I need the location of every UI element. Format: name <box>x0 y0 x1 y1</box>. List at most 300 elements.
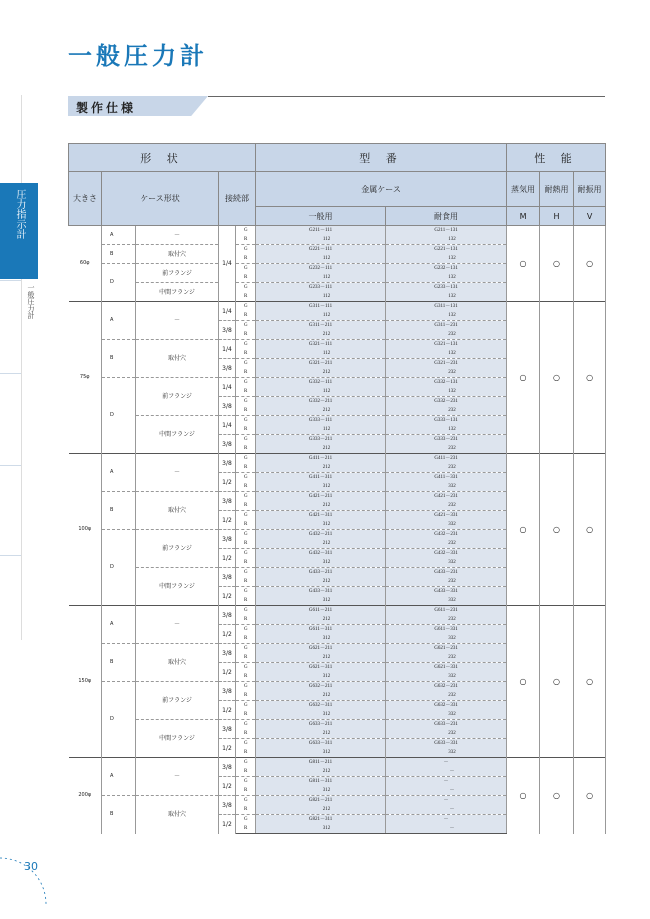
case-shape-name: 前フランジ <box>136 530 219 568</box>
model-general: G332－111 <box>256 378 386 388</box>
page-arc-decoration <box>0 848 60 919</box>
model-general: 112 <box>256 235 386 245</box>
connection-cell: 3/8 <box>219 644 236 663</box>
model-corrosion: 232 <box>386 444 507 454</box>
model-corrosion: 132 <box>386 254 507 264</box>
model-corrosion: G333－131 <box>386 416 507 426</box>
thread-type: R <box>236 444 256 454</box>
thread-type: G <box>236 226 256 236</box>
model-corrosion: G421－231 <box>386 492 507 502</box>
group-header-shape: 形 状 <box>69 144 256 172</box>
thread-type: G <box>236 568 256 578</box>
case-letter: B <box>102 492 136 530</box>
vibration-mark: ○ <box>574 606 606 758</box>
model-general: G333－111 <box>256 416 386 426</box>
connection-cell: 1/2 <box>219 473 236 492</box>
thread-type: R <box>236 748 256 758</box>
col-header-connection: 接続部 <box>219 172 256 226</box>
model-corrosion: G632－231 <box>386 682 507 692</box>
thread-type: G <box>236 359 256 369</box>
model-corrosion: 332 <box>386 558 507 568</box>
heat-mark: ○ <box>540 606 574 758</box>
thread-type: R <box>236 292 256 302</box>
table-row <box>69 758 606 768</box>
model-general: 112 <box>256 349 386 359</box>
model-general: G333－211 <box>256 435 386 445</box>
thread-type: R <box>236 672 256 682</box>
thread-type: G <box>236 720 256 730</box>
thread-type: G <box>236 435 256 445</box>
model-corrosion: － <box>386 777 507 787</box>
thread-type: R <box>236 368 256 378</box>
connection-cell: 3/8 <box>219 720 236 739</box>
model-corrosion: 232 <box>386 330 507 340</box>
index-tab-label: 圧力指示計 <box>14 189 25 239</box>
thread-type: G <box>236 511 256 521</box>
model-general: 312 <box>256 634 386 644</box>
case-shape-name: 中間フランジ <box>136 283 219 302</box>
model-general: G311－111 <box>256 302 386 312</box>
model-corrosion: G632－331 <box>386 701 507 711</box>
model-corrosion: 332 <box>386 520 507 530</box>
model-general: 312 <box>256 672 386 682</box>
model-general: 212 <box>256 539 386 549</box>
model-general: 112 <box>256 311 386 321</box>
model-corrosion: 232 <box>386 577 507 587</box>
case-shape-name: 前フランジ <box>136 264 219 283</box>
connection-cell: 1/2 <box>219 587 236 606</box>
model-general: G621－211 <box>256 644 386 654</box>
model-corrosion: G411－331 <box>386 473 507 483</box>
model-corrosion: 132 <box>386 235 507 245</box>
model-general: G632－211 <box>256 682 386 692</box>
connection-cell: 3/8 <box>219 568 236 587</box>
size-cell: 150φ <box>69 606 102 758</box>
connection-cell: 3/8 <box>219 530 236 549</box>
model-corrosion: G411－231 <box>386 454 507 464</box>
thread-type: G <box>236 701 256 711</box>
case-shape-name: 中間フランジ <box>136 720 219 758</box>
case-letter: D <box>102 682 136 758</box>
model-general: G633－311 <box>256 739 386 749</box>
vibration-mark: ○ <box>574 302 606 454</box>
model-corrosion: 132 <box>386 273 507 283</box>
col-header-h: H <box>540 207 574 226</box>
page-number: 30 <box>24 860 38 873</box>
table-row <box>69 226 606 236</box>
model-corrosion: － <box>386 758 507 768</box>
thread-type: G <box>236 340 256 350</box>
spec-table <box>68 143 606 834</box>
model-general: G433－211 <box>256 568 386 578</box>
case-letter: D <box>102 264 136 302</box>
connection-cell: 3/8 <box>219 492 236 511</box>
model-general: G411－311 <box>256 473 386 483</box>
case-letter: A <box>102 226 136 245</box>
connection-cell: 3/8 <box>219 454 236 473</box>
thread-type: G <box>236 321 256 331</box>
index-divider <box>0 465 21 466</box>
thread-type: R <box>236 653 256 663</box>
model-corrosion: － <box>386 815 507 825</box>
thread-type: G <box>236 283 256 293</box>
model-corrosion: 232 <box>386 406 507 416</box>
model-corrosion: － <box>386 767 507 777</box>
col-header-heat: 耐熱用 <box>540 172 574 207</box>
model-corrosion: G432－331 <box>386 549 507 559</box>
heat-mark: ○ <box>540 454 574 606</box>
thread-type: G <box>236 492 256 502</box>
thread-type: G <box>236 473 256 483</box>
model-general: 112 <box>256 254 386 264</box>
thread-type: R <box>236 330 256 340</box>
model-general: G611－211 <box>256 606 386 616</box>
case-shape-name: 取付穴 <box>136 644 219 682</box>
model-general: 212 <box>256 653 386 663</box>
model-general: 212 <box>256 615 386 625</box>
case-shape-name: 中間フランジ <box>136 416 219 454</box>
thread-type: G <box>236 587 256 597</box>
model-general: 312 <box>256 596 386 606</box>
case-shape-name: 前フランジ <box>136 378 219 416</box>
connection-cell: 3/8 <box>219 682 236 701</box>
model-general: 212 <box>256 805 386 815</box>
thread-type: R <box>236 634 256 644</box>
case-shape-name: － <box>136 454 219 492</box>
model-general: G233－111 <box>256 283 386 293</box>
connection-cell: 3/8 <box>219 321 236 340</box>
model-corrosion: 232 <box>386 691 507 701</box>
thread-type: G <box>236 663 256 673</box>
connection-cell: 1/2 <box>219 549 236 568</box>
steam-mark: ○ <box>507 302 540 454</box>
steam-mark: ○ <box>507 454 540 606</box>
table-row <box>69 454 606 464</box>
model-general: 212 <box>256 368 386 378</box>
model-general: G321－111 <box>256 340 386 350</box>
model-corrosion: G333－231 <box>386 435 507 445</box>
model-general: G433－311 <box>256 587 386 597</box>
model-corrosion: G621－231 <box>386 644 507 654</box>
thread-type: G <box>236 796 256 806</box>
model-corrosion: G321－231 <box>386 359 507 369</box>
connection-cell: 1/2 <box>219 663 236 682</box>
col-header-metal-case: 金属ケース <box>256 172 507 207</box>
thread-type: G <box>236 378 256 388</box>
index-tab-sub[interactable]: 一般圧力計 <box>27 284 35 319</box>
case-shape-name: 中間フランジ <box>136 568 219 606</box>
thread-type: G <box>236 302 256 312</box>
case-letter: B <box>102 245 136 264</box>
connection-cell: 3/8 <box>219 758 236 777</box>
model-general: G611－311 <box>256 625 386 635</box>
thread-type: G <box>236 644 256 654</box>
model-general: 312 <box>256 520 386 530</box>
thread-type: G <box>236 530 256 540</box>
steam-mark: ○ <box>507 226 540 302</box>
thread-type: G <box>236 758 256 768</box>
model-corrosion: G611－331 <box>386 625 507 635</box>
model-general: 212 <box>256 767 386 777</box>
model-corrosion: 232 <box>386 539 507 549</box>
model-general: G421－311 <box>256 511 386 521</box>
thread-type: R <box>236 558 256 568</box>
connection-cell: 1/4 <box>219 340 236 359</box>
thread-type: G <box>236 682 256 692</box>
steam-mark: ○ <box>507 606 540 758</box>
model-general: 312 <box>256 748 386 758</box>
thread-type: R <box>236 729 256 739</box>
case-letter: A <box>102 454 136 492</box>
case-letter: B <box>102 796 136 834</box>
model-general: G332－211 <box>256 397 386 407</box>
section-rule <box>208 96 605 97</box>
steam-mark: ○ <box>507 758 540 834</box>
page-title: 一般圧力計 <box>68 42 208 70</box>
thread-type: R <box>236 767 256 777</box>
model-corrosion: 332 <box>386 596 507 606</box>
vibration-mark: ○ <box>574 758 606 834</box>
connection-cell: 3/8 <box>219 397 236 416</box>
model-general: G411－211 <box>256 454 386 464</box>
col-header-m: M <box>507 207 540 226</box>
model-general: G321－211 <box>256 359 386 369</box>
thread-type: G <box>236 606 256 616</box>
thread-type: R <box>236 425 256 435</box>
group-header-model: 型 番 <box>256 144 507 172</box>
model-general: 312 <box>256 558 386 568</box>
model-general: 212 <box>256 463 386 473</box>
model-general: G632－311 <box>256 701 386 711</box>
case-shape-name: － <box>136 758 219 796</box>
heat-mark: ○ <box>540 758 574 834</box>
col-header-v: V <box>574 207 606 226</box>
model-corrosion: G432－231 <box>386 530 507 540</box>
model-corrosion: G332－131 <box>386 378 507 388</box>
model-general: G421－211 <box>256 492 386 502</box>
thread-type: G <box>236 245 256 255</box>
case-shape-name: － <box>136 226 219 245</box>
model-corrosion: 332 <box>386 634 507 644</box>
model-general: 312 <box>256 786 386 796</box>
connection-cell: 1/2 <box>219 815 236 834</box>
index-tab-active[interactable] <box>0 183 38 279</box>
model-general: 212 <box>256 406 386 416</box>
model-general: 212 <box>256 691 386 701</box>
case-shape-name: 取付穴 <box>136 492 219 530</box>
case-shape-name: 前フランジ <box>136 682 219 720</box>
thread-type: G <box>236 454 256 464</box>
model-corrosion: 132 <box>386 387 507 397</box>
thread-type: G <box>236 625 256 635</box>
model-corrosion: G311－231 <box>386 321 507 331</box>
thread-type: R <box>236 501 256 511</box>
connection-cell: 3/8 <box>219 606 236 625</box>
case-shape-name: 取付穴 <box>136 245 219 264</box>
model-general: 212 <box>256 501 386 511</box>
thread-type: G <box>236 549 256 559</box>
model-general: 112 <box>256 387 386 397</box>
thread-type: R <box>236 254 256 264</box>
col-header-corrosion: 耐食用 <box>386 207 507 226</box>
connection-cell: 3/8 <box>219 796 236 815</box>
model-general: 312 <box>256 710 386 720</box>
case-letter: B <box>102 340 136 378</box>
model-corrosion: 232 <box>386 729 507 739</box>
model-corrosion: 332 <box>386 482 507 492</box>
model-general: G432－211 <box>256 530 386 540</box>
model-general: 312 <box>256 824 386 834</box>
case-letter: A <box>102 606 136 644</box>
model-corrosion: 232 <box>386 501 507 511</box>
connection-cell: 1/2 <box>219 777 236 796</box>
model-corrosion: 132 <box>386 292 507 302</box>
vibration-mark: ○ <box>574 454 606 606</box>
thread-type: G <box>236 777 256 787</box>
size-cell: 75φ <box>69 302 102 454</box>
thread-type: R <box>236 710 256 720</box>
model-corrosion: － <box>386 786 507 796</box>
case-shape-name: － <box>136 606 219 644</box>
col-header-case-shape: ケース形状 <box>102 172 219 226</box>
group-header-performance: 性 能 <box>507 144 606 172</box>
model-general: 112 <box>256 292 386 302</box>
model-general: G821－211 <box>256 796 386 806</box>
connection-cell: 1/4 <box>219 302 236 321</box>
model-general: 212 <box>256 444 386 454</box>
model-corrosion: 132 <box>386 425 507 435</box>
model-corrosion: G311－131 <box>386 302 507 312</box>
index-divider <box>0 555 21 556</box>
col-header-general: 一般用 <box>256 207 386 226</box>
thread-type: R <box>236 349 256 359</box>
case-shape-name: 取付穴 <box>136 796 219 834</box>
model-general: G232－111 <box>256 264 386 274</box>
thread-type: R <box>236 805 256 815</box>
col-header-size: 大きさ <box>69 172 102 226</box>
model-general: 212 <box>256 729 386 739</box>
model-corrosion: 232 <box>386 615 507 625</box>
case-letter: A <box>102 302 136 340</box>
model-general: 212 <box>256 330 386 340</box>
connection-cell: 3/8 <box>219 359 236 378</box>
model-corrosion: G433－231 <box>386 568 507 578</box>
thread-type: G <box>236 397 256 407</box>
index-divider <box>0 280 21 281</box>
thread-type: R <box>236 311 256 321</box>
model-general: G221－111 <box>256 245 386 255</box>
model-corrosion: 232 <box>386 368 507 378</box>
thread-type: R <box>236 520 256 530</box>
thread-type: R <box>236 596 256 606</box>
model-general: 112 <box>256 425 386 435</box>
model-general: G211－111 <box>256 226 386 236</box>
model-corrosion: 232 <box>386 653 507 663</box>
thread-type: R <box>236 273 256 283</box>
case-letter: D <box>102 378 136 454</box>
model-general: G311－211 <box>256 321 386 331</box>
thread-type: R <box>236 577 256 587</box>
case-letter: B <box>102 644 136 682</box>
size-cell: 60φ <box>69 226 102 302</box>
heat-mark: ○ <box>540 226 574 302</box>
vibration-mark: ○ <box>574 226 606 302</box>
connection-cell: 1/2 <box>219 739 236 758</box>
model-corrosion: G232－131 <box>386 264 507 274</box>
model-general: G432－311 <box>256 549 386 559</box>
thread-type: R <box>236 482 256 492</box>
thread-type: R <box>236 235 256 245</box>
model-corrosion: G233－131 <box>386 283 507 293</box>
model-corrosion: G421－331 <box>386 511 507 521</box>
model-general: G821－311 <box>256 815 386 825</box>
thread-type: R <box>236 691 256 701</box>
size-cell: 200φ <box>69 758 102 834</box>
connection-cell: 1/4 <box>219 226 236 302</box>
thread-type: R <box>236 615 256 625</box>
connection-cell: 1/2 <box>219 701 236 720</box>
model-general: 112 <box>256 273 386 283</box>
model-general: G621－311 <box>256 663 386 673</box>
thread-type: R <box>236 387 256 397</box>
model-corrosion: 332 <box>386 710 507 720</box>
model-general: 212 <box>256 577 386 587</box>
thread-type: G <box>236 739 256 749</box>
model-general: G811－311 <box>256 777 386 787</box>
connection-cell: 1/2 <box>219 511 236 530</box>
model-corrosion: G633－231 <box>386 720 507 730</box>
model-general: G811－211 <box>256 758 386 768</box>
thread-type: G <box>236 416 256 426</box>
heat-mark: ○ <box>540 302 574 454</box>
size-cell: 100φ <box>69 454 102 606</box>
thread-type: R <box>236 539 256 549</box>
model-corrosion: 332 <box>386 748 507 758</box>
section-header <box>68 96 605 118</box>
connection-cell: 1/2 <box>219 625 236 644</box>
section-title: 製作仕様 <box>76 101 137 115</box>
model-corrosion: 232 <box>386 463 507 473</box>
thread-type: R <box>236 406 256 416</box>
connection-cell: 3/8 <box>219 435 236 454</box>
model-corrosion: － <box>386 805 507 815</box>
model-corrosion: G321－131 <box>386 340 507 350</box>
connection-cell: 1/4 <box>219 416 236 435</box>
model-corrosion: G221－131 <box>386 245 507 255</box>
model-corrosion: G433－331 <box>386 587 507 597</box>
model-corrosion: － <box>386 796 507 806</box>
model-corrosion: 132 <box>386 349 507 359</box>
thread-type: G <box>236 264 256 274</box>
thread-type: R <box>236 463 256 473</box>
side-index <box>0 95 22 640</box>
case-letter: D <box>102 530 136 606</box>
model-corrosion: 332 <box>386 672 507 682</box>
thread-type: R <box>236 824 256 834</box>
model-corrosion: 132 <box>386 311 507 321</box>
model-corrosion: G633－331 <box>386 739 507 749</box>
thread-type: R <box>236 786 256 796</box>
spec-table-body <box>69 226 606 834</box>
connection-cell: 1/4 <box>219 378 236 397</box>
table-row <box>69 606 606 616</box>
case-shape-name: － <box>136 302 219 340</box>
model-corrosion: － <box>386 824 507 834</box>
model-corrosion: G621－331 <box>386 663 507 673</box>
model-corrosion: G611－231 <box>386 606 507 616</box>
table-row <box>69 302 606 312</box>
col-header-steam: 蒸気用 <box>507 172 540 207</box>
